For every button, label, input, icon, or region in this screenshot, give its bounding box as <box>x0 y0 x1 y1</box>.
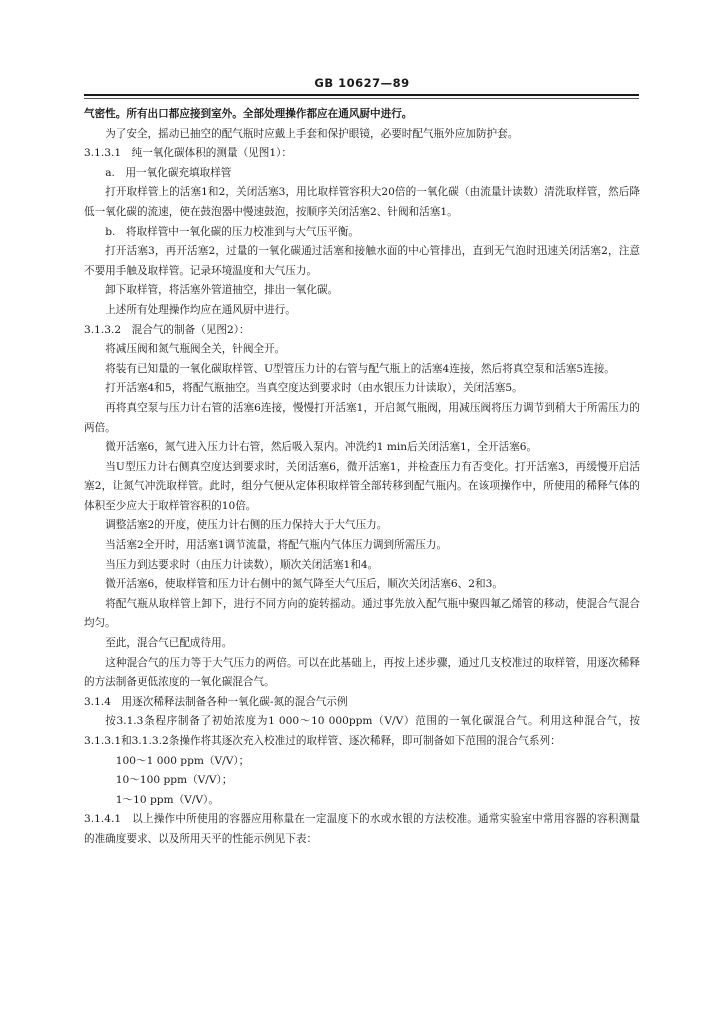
paragraph: 当压力到达要求时（由压力计读数），顺次关闭活塞1和4。 <box>105 558 379 571</box>
paragraph: 为了安全，摇动已抽空的配气瓶时应戴上手套和保护眼镜，必要时配气瓶外应加防护套。 <box>105 127 519 140</box>
paragraph: 再将真空泵与压力计右管的活塞6连接，慢慢打开活塞1，开启氮气瓶阀，用减压阀将压力调节到稍大于所需压力的两倍。 <box>84 401 640 434</box>
concentration-range: 100～1 000 ppm（V/V）； <box>115 754 250 767</box>
paragraph: 上述所有处理操作均应在通风厨中进行。 <box>105 303 296 316</box>
section-heading: 3.1.3.2 混合气的制备（见图2）： <box>84 323 250 336</box>
paragraph: 微开活塞6，使取样管和压力计右侧中的氮气降至大气压后，顺次关闭活塞6、2和3。 <box>105 578 503 591</box>
list-item: a. 用一氧化碳充填取样管 <box>105 166 232 179</box>
body-text <box>84 105 640 850</box>
section-heading: 3.1.3.1 纯一氧化碳体积的测量（见图1）： <box>84 147 293 160</box>
paragraph: 按3.1.3条程序制备了初始浓度为1 000～10 000ppm（V/V）范围的一氧化碳混合气。利用这种混合气，按3.1.3.1和3.1.3.2条操作将其逐次充入校准过的取样管、逐次稀释，即可制备如下范围的混合气系列： <box>84 715 640 747</box>
concentration-range: 10～100 ppm（V/V）； <box>115 774 233 787</box>
paragraph: 卸下取样管，将活塞外管道抽空，排出一氧化碳。 <box>105 284 339 297</box>
header-rule-thick <box>84 94 639 96</box>
section-heading: 3.1.4.1 以上操作中所使用的容器应用称量在一定温度下的水或水银的方法校准。通常实验室中常用容器的容积测量的准确度要求、以及所用天平的性能示例见下表： <box>84 813 640 845</box>
concentration-range: 1～10 ppm（V/V）。 <box>115 793 219 806</box>
standard-number: GB 10627—89 <box>314 76 410 90</box>
paragraph: 气密性。所有出口都应接到室外。全部处理操作都应在通风厨中进行。 <box>84 108 413 120</box>
paragraph: 将装有已知量的一氧化碳取样管、U型管压力计的右管与配气瓶上的活塞4连接，然后将真空泵和活塞5连接。 <box>105 362 615 375</box>
paragraph: 至此，混合气已配成待用。 <box>105 637 233 650</box>
paragraph: 将减压阀和氮气瓶阀全关，针阀全开。 <box>105 343 286 356</box>
paragraph: 微开活塞6，氮气进入压力计右管，然后吸入泵内。冲洗约1 min后关闭活塞1，全开活塞6。 <box>105 441 538 454</box>
paragraph: 打开活塞4和5，将配气瓶抽空。当真空度达到要求时（由水银压力计读取），关闭活塞5。 <box>105 382 523 395</box>
paragraph: 当U型压力计右侧真空度达到要求时，关闭活塞6，微开活塞1，并检查压力有否变化。打开活塞3，再缓慢开启活塞2，让氮气冲洗取样管。此时，组分气便从定体积取样管全部转移到配气瓶内。在该项操作中，所使用的稀释气体的体积至少应大于取样管容积的10倍。 <box>84 460 640 512</box>
paragraph: 这种混合气的压力等于大气压力的两倍。可以在此基础上，再按上述步骤，通过几支校准过的取样管，用逐次稀释的方法制备更低浓度的一氧化碳混合气。 <box>84 656 640 689</box>
paragraph: 打开活塞3，再开活塞2，过量的一氧化碳通过活塞和接触水面的中心管排出，直到无气泡时迅速关闭活塞2，注意不要用手触及取样管。记录环境温度和大气压力。 <box>84 245 640 277</box>
paragraph: 打开取样管上的活塞1和2，关闭活塞3，用比取样管容积大20倍的一氧化碳（由流量计读数）清洗取样管，然后降低一氧化碳的流速，使在鼓泡器中慢速鼓泡，按顺序关闭活塞2、针阀和活塞1。 <box>84 186 640 218</box>
header-rule-thin <box>84 98 639 99</box>
paragraph: 调整活塞2的开度，使压力计右侧的压力保持大于大气压力。 <box>105 519 388 532</box>
paragraph: 当活塞2全开时，用活塞1调节流量，将配气瓶内气体压力调到所需压力。 <box>105 539 448 552</box>
paragraph: 将配气瓶从取样管上卸下，进行不同方向的旋转摇动。通过事先放入配气瓶中聚四氟乙烯管的移动，使混合气混合均匀。 <box>84 597 640 630</box>
list-item: b. 将取样管中一氧化碳的压力校准到与大气压平衡。 <box>105 225 359 238</box>
section-heading: 3.1.4 用逐次稀释法制备各种一氧化碳-氮的混合气示例 <box>84 695 348 708</box>
